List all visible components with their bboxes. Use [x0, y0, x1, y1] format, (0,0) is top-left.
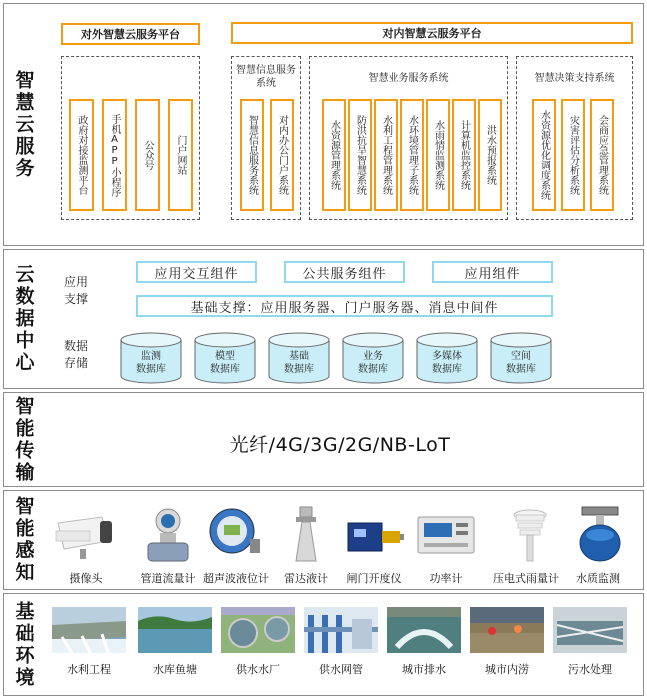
device-label-radar: 雷达液计	[284, 572, 328, 585]
rain-gauge-icon	[496, 505, 564, 565]
decision-item-dispatch: 水资源优化调度系统	[532, 99, 556, 211]
device-label-gate: 闸门开度仪	[346, 572, 402, 585]
camera-icon	[52, 505, 120, 565]
database-label-name: 空间	[511, 351, 531, 362]
photo-drainage	[387, 607, 461, 653]
database-label-suffix: 数据库	[432, 364, 462, 375]
business-item-flood-drought: 防洪抗旱智慧系统	[348, 99, 372, 211]
device-label-ultrasonic: 超声波液位计	[203, 572, 269, 585]
external-item-gov: 政府对接监测平台	[69, 99, 94, 211]
layer-title: 智慧云服务	[12, 69, 35, 180]
device-label-camera: 摄像头	[69, 572, 103, 585]
business-item-water-resource: 水资源管理系统	[322, 99, 346, 211]
layer-title: 云数据中心	[12, 264, 35, 374]
database-label-suffix: 数据库	[136, 364, 166, 375]
flowmeter-icon	[134, 505, 202, 565]
database-label-suffix: 数据库	[284, 364, 314, 375]
database-label-suffix: 数据库	[210, 364, 240, 375]
database-model	[194, 332, 256, 384]
database-multimedia	[416, 332, 478, 384]
radar-level-icon	[272, 505, 340, 565]
database-spatial	[490, 332, 552, 384]
info-item-service: 智慧信息服务系统	[240, 99, 264, 211]
database-label-name: 监测	[141, 351, 161, 362]
device-label-rain: 压电式雨量计	[493, 572, 559, 585]
component-application: 应用组件	[432, 261, 553, 283]
scene-label-waterlogging: 城市内涝	[485, 663, 529, 676]
database-business	[342, 332, 404, 384]
device-label-water-quality: 水质监测	[576, 572, 620, 585]
internal-platform-header: 对内智慧云服务平台	[231, 22, 633, 44]
decision-item-disaster: 灾害评估分析系统	[561, 99, 585, 211]
business-item-flood-forecast: 洪水预报系统	[478, 99, 502, 211]
ultrasonic-level-icon	[200, 505, 268, 565]
external-platform-header: 对外智慧云服务平台	[61, 23, 200, 45]
database-basic	[268, 332, 330, 384]
business-group-title: 智慧业务服务系统	[368, 73, 449, 84]
database-label-suffix: 数据库	[506, 364, 536, 375]
network-types: 光纤/4G/3G/2G/NB-LoT	[229, 434, 451, 456]
photo-sewage	[553, 607, 627, 653]
device-label-power: 功率计	[429, 572, 463, 585]
database-label-name: 多媒体	[432, 351, 462, 362]
decision-item-emergency: 会商应急管理系统	[590, 99, 614, 211]
power-meter-icon	[412, 505, 480, 565]
basic-support-bar: 基础支撑：应用服务器、门户服务器、消息中间件	[136, 295, 553, 317]
business-item-environment: 水环境管理子系统	[400, 99, 424, 211]
scene-label-water-plant: 供水水厂	[236, 663, 280, 676]
photo-waterlogging	[470, 607, 544, 653]
scene-label-pipe-network: 供水网管	[319, 663, 363, 676]
layer-title: 智能传输	[12, 395, 35, 484]
scene-label-sewage: 污水处理	[568, 663, 612, 676]
layer-title: 基础环境	[12, 600, 35, 689]
info-group-title: 智慧信息服务系统	[236, 65, 296, 89]
photo-water-plant	[221, 607, 295, 653]
database-label-name: 基础	[289, 351, 309, 362]
business-item-engineering: 水利工程管理系统	[374, 99, 398, 211]
database-monitor	[120, 332, 182, 384]
device-label-flowmeter: 管道流量计	[140, 572, 196, 585]
component-interaction: 应用交互组件	[136, 261, 257, 283]
info-item-office: 对内办公门户系统	[270, 99, 294, 211]
photo-pipe-network	[304, 607, 378, 653]
photo-dam	[52, 607, 126, 653]
business-item-rain-monitor: 水雨情监测系统	[426, 99, 450, 211]
external-item-portal: 门户网站	[168, 99, 193, 211]
database-label-suffix: 数据库	[358, 364, 388, 375]
database-label-name: 业务	[363, 351, 383, 362]
component-public-service: 公共服务组件	[284, 261, 405, 283]
external-item-app: 手机APP小程序	[102, 99, 127, 211]
scene-label-reservoir: 水库鱼塘	[153, 663, 197, 676]
water-quality-icon	[566, 505, 634, 565]
scene-label-dam: 水利工程	[67, 663, 111, 676]
scene-label-drainage: 城市排水	[402, 663, 446, 676]
gate-opening-icon	[340, 505, 408, 565]
layer-title: 智能感知	[12, 496, 35, 584]
decision-group-title: 智慧决策支持系统	[534, 73, 615, 84]
business-item-computer-monitor: 计算机监控系统	[452, 99, 476, 211]
database-label-name: 模型	[215, 351, 235, 362]
app-support-label: 应用支撑	[64, 275, 89, 306]
photo-reservoir	[138, 607, 212, 653]
data-storage-label: 数据存储	[64, 339, 89, 370]
external-item-wechat: 公众号	[135, 99, 160, 211]
